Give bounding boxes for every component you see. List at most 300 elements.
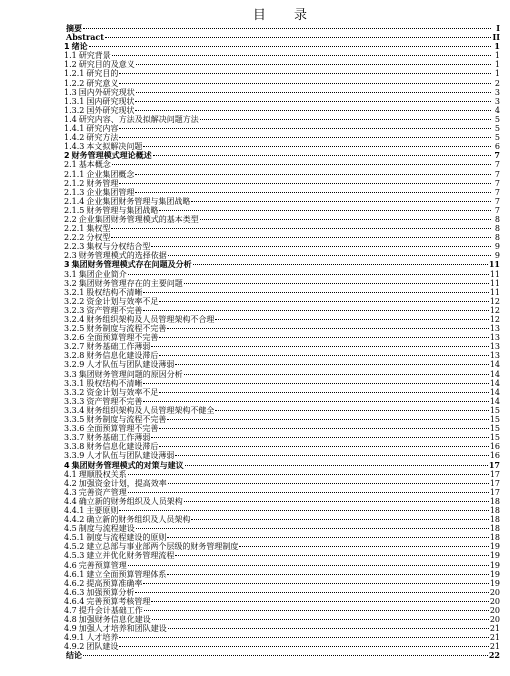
- toc-entry-number: 2.1.2: [64, 178, 85, 188]
- toc-entry-text: 集权与分权结合型: [86, 242, 151, 252]
- toc-leader-dots: [128, 492, 489, 493]
- toc-entry[interactable]: [64, 42, 500, 51]
- toc-entry-page: 16: [489, 451, 500, 461]
- toc-entry-text: 财务组织架构及人员管理架构不健全: [86, 405, 215, 415]
- toc-entry-page: 8: [494, 233, 500, 243]
- toc-entry-text: 提升会计基础工作: [78, 606, 143, 615]
- toc-entry-text: Abstract: [66, 33, 104, 43]
- toc-entry[interactable]: [64, 433, 500, 442]
- toc-leader-dots: [159, 301, 488, 302]
- toc-leader-dots: [143, 383, 488, 384]
- toc-leader-dots: [143, 401, 488, 402]
- toc-leader-dots: [143, 310, 488, 311]
- toc-leader-dots: [191, 519, 488, 520]
- toc-entry-page: 19: [489, 578, 500, 588]
- toc-entry-number: 1.2: [64, 60, 77, 70]
- toc-entry-text: 资金计划与效率不足: [86, 296, 159, 306]
- toc-entry-page: 19: [489, 542, 500, 552]
- toc-entry[interactable]: [64, 142, 500, 151]
- toc-entry[interactable]: [64, 33, 500, 42]
- toc-leader-dots: [119, 510, 488, 511]
- toc-entry[interactable]: [64, 106, 500, 115]
- toc-leader-dots: [83, 28, 491, 29]
- toc-leader-dots: [135, 101, 491, 102]
- toc-entry-number: 4.1: [64, 469, 77, 479]
- toc-entry-number: 4.6.4: [64, 596, 85, 606]
- toc-leader-dots: [111, 228, 491, 229]
- toc-entry-page: 15: [489, 415, 500, 425]
- toc-entry-text: 制度与流程建设: [78, 524, 135, 534]
- toc-entry-page: 20: [489, 587, 500, 597]
- toc-entry-number: 1.4.3: [64, 142, 85, 152]
- toc-entry-page: 7: [494, 160, 500, 170]
- toc-entry-page: 12: [489, 296, 500, 306]
- toc-entry[interactable]: [64, 542, 500, 551]
- toc-leader-dots: [153, 155, 491, 156]
- toc-entry-text: 研究目的及意义: [78, 60, 135, 70]
- toc-entry-page: 7: [494, 169, 500, 179]
- toc-entry[interactable]: [64, 270, 500, 279]
- toc-entry[interactable]: [64, 406, 500, 415]
- toc-entry-text: 完善资产管理: [78, 487, 127, 497]
- toc-leader-dots: [143, 292, 488, 293]
- toc-entry[interactable]: [64, 242, 500, 251]
- toc-leader-dots: [159, 337, 488, 338]
- toc-entry-text: 财务管理模式的选择依据: [78, 251, 167, 261]
- toc-entry-text: 确立新的财务组织及人员架构: [78, 496, 183, 506]
- toc-entry-page: 18: [489, 515, 500, 525]
- toc-entry-page: 5: [494, 124, 500, 134]
- toc-entry-page: 5: [494, 133, 500, 143]
- toc-entry[interactable]: [64, 351, 500, 360]
- toc-entry-number: 3.2.9: [64, 360, 85, 370]
- toc-entry-number: 3.3: [64, 369, 77, 379]
- toc-leader-dots: [159, 446, 488, 447]
- toc-entry-text: 完善预算考核管理: [86, 596, 151, 606]
- toc-entry-text: 人才培养: [86, 633, 119, 643]
- toc-entry-number: 3.1: [64, 269, 77, 279]
- toc-entry-number: 4.9.1: [64, 633, 85, 643]
- toc-entry-page: 21: [489, 642, 500, 652]
- toc-entry-page: 14: [489, 387, 500, 397]
- toc-entry-page: 1: [494, 51, 500, 61]
- toc-entry[interactable]: [64, 615, 500, 624]
- toc-leader-dots: [119, 183, 491, 184]
- toc-entry-text: 加强人才培养和团队建设: [78, 624, 167, 634]
- toc-entry-page: 11: [488, 260, 500, 270]
- toc-entry-page: 18: [489, 505, 500, 515]
- toc-leader-dots: [167, 574, 488, 575]
- toc-entry-number: 3.3.6: [64, 424, 85, 434]
- toc-leader-dots: [136, 64, 491, 65]
- toc-entry-page: 21: [489, 633, 500, 643]
- toc-leader-dots: [152, 619, 489, 620]
- toc-entry[interactable]: [64, 379, 500, 388]
- toc-leader-dots: [185, 465, 488, 466]
- toc-entry-page: 15: [489, 433, 500, 443]
- toc-leader-dots: [239, 546, 488, 547]
- toc-entry-number: 4.4.1: [64, 505, 85, 515]
- toc-entry[interactable]: [64, 251, 500, 260]
- toc-entry[interactable]: [64, 515, 500, 524]
- toc-entry-page: 13: [489, 324, 500, 334]
- toc-entry-page: 18: [489, 524, 500, 534]
- toc-entry-text: 财务制度与流程不完善: [86, 324, 167, 334]
- toc-entry[interactable]: [64, 197, 500, 206]
- toc-entry[interactable]: [64, 279, 500, 288]
- toc-leader-dots: [175, 555, 488, 556]
- toc-entry-number: 1.4.1: [64, 124, 85, 134]
- toc-entry-number: 1: [64, 42, 70, 52]
- toc-entry[interactable]: [64, 24, 500, 33]
- toc-entry[interactable]: [64, 69, 500, 78]
- toc-entry[interactable]: [64, 442, 500, 451]
- toc-title: 目 录: [252, 8, 320, 23]
- toc-entry-text: 完善预算管理: [78, 560, 127, 570]
- toc-entry-text: 研究内容: [86, 124, 119, 134]
- toc-leader-dots: [215, 410, 488, 411]
- toc-entry-page: 12: [489, 315, 500, 324]
- toc-entry[interactable]: [64, 524, 500, 533]
- toc-entry-number: 2.3: [64, 251, 77, 261]
- toc-entry-number: 3.3.2: [64, 387, 85, 397]
- toc-leader-dots: [159, 392, 488, 393]
- toc-entry-text: 提高预算准确率: [86, 578, 143, 588]
- toc-entry[interactable]: [64, 461, 500, 470]
- toc-entry-text: 集团财务管理模式的对策与建议: [71, 460, 184, 470]
- toc-leader-dots: [119, 83, 491, 84]
- toc-leader-dots: [191, 201, 491, 202]
- toc-entry-page: II: [492, 33, 500, 43]
- toc-leader-dots: [119, 646, 488, 647]
- toc-entry-text: 企业集团财务管理模式的基本类型: [78, 214, 199, 224]
- toc-entry-text: 财务管理模式理论概述: [71, 151, 152, 161]
- toc-entry[interactable]: [64, 51, 500, 60]
- toc-entry-text: 分权型: [86, 233, 111, 243]
- toc-leader-dots: [119, 128, 491, 129]
- toc-leader-dots: [105, 37, 491, 38]
- toc-entry-page: 5: [494, 114, 500, 124]
- toc-entry[interactable]: [64, 470, 500, 479]
- toc-entry-number: 4.3: [64, 487, 77, 497]
- toc-entry[interactable]: [64, 170, 500, 179]
- toc-entry-number: 2.1.5: [64, 205, 85, 215]
- toc-entry-text: 集权型: [86, 224, 111, 234]
- toc-entry[interactable]: [64, 551, 500, 560]
- toc-entry-text: 加强财务信息化建设: [78, 615, 151, 625]
- toc-leader-dots: [175, 455, 488, 456]
- toc-entry-text: 本文拟解决问题: [86, 142, 143, 152]
- toc-entry[interactable]: [64, 360, 500, 369]
- toc-entry-number: 2.2.2: [64, 233, 85, 243]
- toc-entry[interactable]: [64, 297, 500, 306]
- toc-leader-dots: [136, 528, 489, 529]
- toc-entry[interactable]: [64, 288, 500, 297]
- toc-entry-text: 集团企业简介: [78, 269, 127, 279]
- toc-entry-page: 18: [489, 533, 500, 543]
- toc-leader-dots: [200, 219, 491, 220]
- toc-entry[interactable]: [64, 397, 500, 406]
- toc-entry-text: 集团财务管理存在的主要问题: [78, 278, 183, 288]
- toc-entry-number: 3.3.8: [64, 442, 85, 452]
- toc-leader-dots: [167, 328, 488, 329]
- toc-entry[interactable]: [64, 451, 500, 460]
- toc-entry-number: 3.2.2: [64, 296, 85, 306]
- toc-entry-page: 14: [489, 369, 500, 379]
- toc-entry-number: 4.9: [64, 624, 77, 634]
- toc-entry-number: 3.3.4: [64, 405, 85, 415]
- toc-entry-number: 3.2.8: [64, 351, 85, 361]
- toc-entry-page: 7: [494, 178, 500, 188]
- toc-entry[interactable]: [64, 588, 500, 597]
- toc-leader-dots: [167, 537, 488, 538]
- toc-entry-number: 2: [64, 151, 70, 161]
- toc-entry-page: 3: [494, 87, 500, 97]
- toc-entry-text: 国内外研究现状: [78, 87, 135, 97]
- toc-entry-page: 3: [494, 96, 500, 106]
- toc-entry-number: 1.4.2: [64, 133, 85, 143]
- toc-leader-dots: [159, 355, 488, 356]
- toc-entry[interactable]: [64, 597, 500, 606]
- toc-entry[interactable]: [64, 633, 500, 642]
- toc-entry-text: 集团财务管理问题的原因分析: [78, 369, 183, 379]
- toc-entry[interactable]: [64, 488, 500, 497]
- toc-entry-page: 9: [494, 251, 500, 261]
- toc-leader-dots: [135, 192, 491, 193]
- toc-entry-page: 22: [488, 651, 500, 661]
- toc-entry[interactable]: [64, 306, 500, 315]
- toc-leader-dots: [175, 364, 488, 365]
- toc-entry-number: 3.2.1: [64, 287, 85, 297]
- toc-entry-text: 财务信息化建设滞后: [86, 442, 159, 452]
- toc-entry-number: 4.2: [64, 478, 77, 488]
- toc-entry[interactable]: [64, 479, 500, 488]
- toc-entry[interactable]: [64, 388, 500, 397]
- toc-entry-text: 建立总部与事业部两个层级的财务管理制度: [86, 542, 239, 552]
- toc-entry-number: 4.7: [64, 606, 77, 615]
- toc-entry-page: 19: [489, 569, 500, 579]
- toc-entry[interactable]: [64, 115, 500, 124]
- toc-entry-page: 14: [489, 396, 500, 406]
- toc-entry-number: 3.2.7: [64, 342, 85, 352]
- toc-entry[interactable]: [64, 642, 500, 651]
- toc-entry-text: 财务信息化建设滞后: [86, 351, 159, 361]
- toc-entry-page: 12: [489, 305, 500, 315]
- toc-entry-page: 18: [489, 496, 500, 506]
- toc-entry[interactable]: [64, 124, 500, 133]
- toc-entry-number: 4: [64, 460, 70, 470]
- toc-entry-text: 绪论: [71, 42, 88, 52]
- toc-entry-page: 7: [494, 151, 500, 161]
- toc-entry-page: 20: [489, 596, 500, 606]
- toc-entry[interactable]: [64, 533, 500, 542]
- toc-entry[interactable]: [64, 79, 500, 88]
- toc-entry-number: 1.4: [64, 114, 77, 124]
- toc-leader-dots: [215, 319, 488, 320]
- toc-entry[interactable]: [64, 88, 500, 97]
- toc-entry-page: 17: [488, 460, 500, 470]
- toc-entry[interactable]: [64, 624, 500, 633]
- toc-entry-text: 集团财务管理模式存在问题及分析: [71, 260, 192, 270]
- toc-entry-number: 3.2: [64, 278, 77, 288]
- toc-leader-dots: [200, 119, 491, 120]
- toc-entry-text: 研究方法: [86, 133, 119, 143]
- toc-entry[interactable]: [64, 561, 500, 570]
- toc-entry-number: 4.4.2: [64, 515, 85, 525]
- toc-entry-page: 17: [489, 487, 500, 497]
- toc-entry-text: 人才队伍与团队建设薄弱: [86, 360, 175, 370]
- toc-leader-dots: [144, 610, 489, 611]
- toc-entry-text: 主要原则: [86, 505, 119, 515]
- toc-entry-text: 股权结构不清晰: [86, 287, 143, 297]
- toc-entry-text: 理顺股权关系: [78, 469, 127, 479]
- toc-leader-dots: [193, 264, 488, 265]
- toc-leader-dots: [136, 92, 491, 93]
- toc-entry-text: 加强资金计划，提高效率: [78, 478, 167, 488]
- toc-entry-text: 财务组织架构及人员管理架构不合理: [86, 315, 215, 324]
- toc-leader-dots: [128, 274, 489, 275]
- toc-entry-page: 6: [494, 142, 500, 152]
- toc-leader-dots: [167, 419, 488, 420]
- toc-entry[interactable]: [64, 233, 500, 242]
- toc-entry[interactable]: [64, 579, 500, 588]
- toc-entry-number: 4.5.3: [64, 551, 85, 561]
- toc-entry[interactable]: [64, 651, 500, 660]
- toc-leader-dots: [168, 483, 489, 484]
- toc-leader-dots: [135, 592, 488, 593]
- toc-entry-text: 企业集团概念: [86, 169, 135, 179]
- toc-entry-number: 4.6.3: [64, 587, 85, 597]
- toc-entry-text: 企业集团财务管理与集团战略: [86, 196, 191, 206]
- toc-leader-dots: [151, 437, 488, 438]
- toc-entry-text: 资产管理不完善: [86, 305, 143, 315]
- toc-entry-page: 7: [494, 205, 500, 215]
- toc-entry-page: 1: [494, 42, 500, 52]
- toc-entry-text: 国内研究现状: [86, 96, 135, 106]
- toc-entry-text: 基本概念: [78, 160, 111, 170]
- toc-leader-dots: [119, 137, 491, 138]
- toc-entry-number: 3.3.5: [64, 415, 85, 425]
- toc-leader-dots: [168, 255, 491, 256]
- toc-entry-text: 全面预算管理不完善: [86, 333, 159, 343]
- toc-entry-number: 3.3.9: [64, 451, 85, 461]
- toc-entry-number: 1.3.2: [64, 105, 85, 115]
- toc-leader-dots: [119, 637, 488, 638]
- toc-entry[interactable]: [64, 370, 500, 379]
- toc-leader-dots: [135, 174, 491, 175]
- toc-leader-dots: [128, 474, 489, 475]
- toc-entry-page: 1: [494, 60, 500, 70]
- toc-entry-number: 1.2.1: [64, 69, 85, 79]
- toc-leader-dots: [168, 628, 489, 629]
- toc-entry-number: 4.5: [64, 524, 77, 534]
- toc-entry-text: 全面预算管理不完善: [86, 424, 159, 434]
- toc-leader-dots: [112, 55, 491, 56]
- toc-entry-page: 7: [494, 187, 500, 197]
- toc-entry[interactable]: [64, 415, 500, 424]
- toc-entry[interactable]: [64, 324, 500, 333]
- toc-entry-number: 1.1: [64, 51, 77, 61]
- toc-entry-text: 企业集团管理: [86, 187, 135, 197]
- toc-entry-page: 11: [489, 287, 500, 297]
- toc-entry[interactable]: [64, 315, 500, 324]
- toc-entry[interactable]: [64, 424, 500, 433]
- toc-entry-number: 3.3.3: [64, 396, 85, 406]
- toc-entry[interactable]: [64, 342, 500, 351]
- toc-entry-number: 4.6: [64, 560, 77, 570]
- toc-entry[interactable]: [64, 179, 500, 188]
- toc-entry[interactable]: [64, 497, 500, 506]
- toc-entry-number: 2.2.3: [64, 242, 85, 252]
- toc-entry[interactable]: [64, 506, 500, 515]
- toc-entry-text: 资产管理不完善: [86, 396, 143, 406]
- toc-entry-number: 4.5.2: [64, 542, 85, 552]
- toc-entry-page: 17: [489, 478, 500, 488]
- toc-entry-number: 3.2.4: [64, 315, 85, 324]
- toc-leader-dots: [184, 283, 489, 284]
- toc-entry-text: 股权结构不清晰: [86, 378, 143, 388]
- toc-entry[interactable]: [64, 333, 500, 342]
- toc-entry[interactable]: [64, 60, 500, 69]
- toc-entry-text: 摘要: [66, 24, 82, 33]
- toc-entry[interactable]: [64, 133, 500, 142]
- toc-entry-number: 4.8: [64, 615, 77, 625]
- toc-entry-text: 确立新的财务组织及人员架构: [86, 515, 191, 525]
- toc-leader-dots: [128, 565, 489, 566]
- toc-entry-number: 1.2.2: [64, 78, 85, 88]
- toc-entry-page: 16: [489, 442, 500, 452]
- toc-leader-dots: [111, 237, 491, 238]
- toc-entry-text: 研究意义: [86, 78, 119, 88]
- toc-entry[interactable]: [64, 97, 500, 106]
- toc-leader-dots: [83, 655, 488, 656]
- toc-entry[interactable]: [64, 151, 500, 160]
- toc-entry[interactable]: [64, 224, 500, 233]
- toc-entry[interactable]: [64, 260, 500, 269]
- toc-leader-dots: [89, 46, 491, 47]
- toc-entry-text: 加强预算分析: [86, 587, 135, 597]
- toc-entry[interactable]: [64, 206, 500, 215]
- toc-entry-number: 2.1: [64, 160, 77, 170]
- toc-entry-text: 财务基础工作薄弱: [86, 433, 151, 443]
- toc-entry-text: 结论: [66, 651, 82, 661]
- toc-entry[interactable]: [64, 606, 500, 615]
- toc-entry[interactable]: [64, 570, 500, 579]
- toc-entry-text: 资金计划与效率不足: [86, 387, 159, 397]
- toc-entry-page: 1: [494, 69, 500, 79]
- toc-entry-text: 财务基础工作薄弱: [86, 342, 151, 352]
- toc-entry-number: 2.1.1: [64, 169, 85, 179]
- toc-leader-dots: [143, 146, 491, 147]
- toc-entry-text: 研究背景: [78, 51, 111, 61]
- toc-leader-dots: [112, 164, 491, 165]
- toc-entry-page: 7: [494, 196, 500, 206]
- toc-entry[interactable]: [64, 215, 500, 224]
- toc-entry-text: 财务管理: [86, 178, 119, 188]
- toc-entry-page: 20: [489, 606, 500, 615]
- toc-leader-dots: [143, 583, 488, 584]
- toc-entry-number: 3.2.5: [64, 324, 85, 334]
- toc-entry[interactable]: [64, 160, 500, 169]
- toc-entry[interactable]: [64, 188, 500, 197]
- toc-entry-number: 2.1.3: [64, 187, 85, 197]
- toc-entry-page: 8: [494, 224, 500, 234]
- toc-entry-text: 建立全面预算管理体系: [86, 569, 167, 579]
- toc-entry-text: 建立并优化财务管理流程: [86, 551, 175, 561]
- toc-entry-page: 17: [489, 469, 500, 479]
- toc-entry-page: 8: [494, 214, 500, 224]
- toc-entry-number: 4.6.1: [64, 569, 85, 579]
